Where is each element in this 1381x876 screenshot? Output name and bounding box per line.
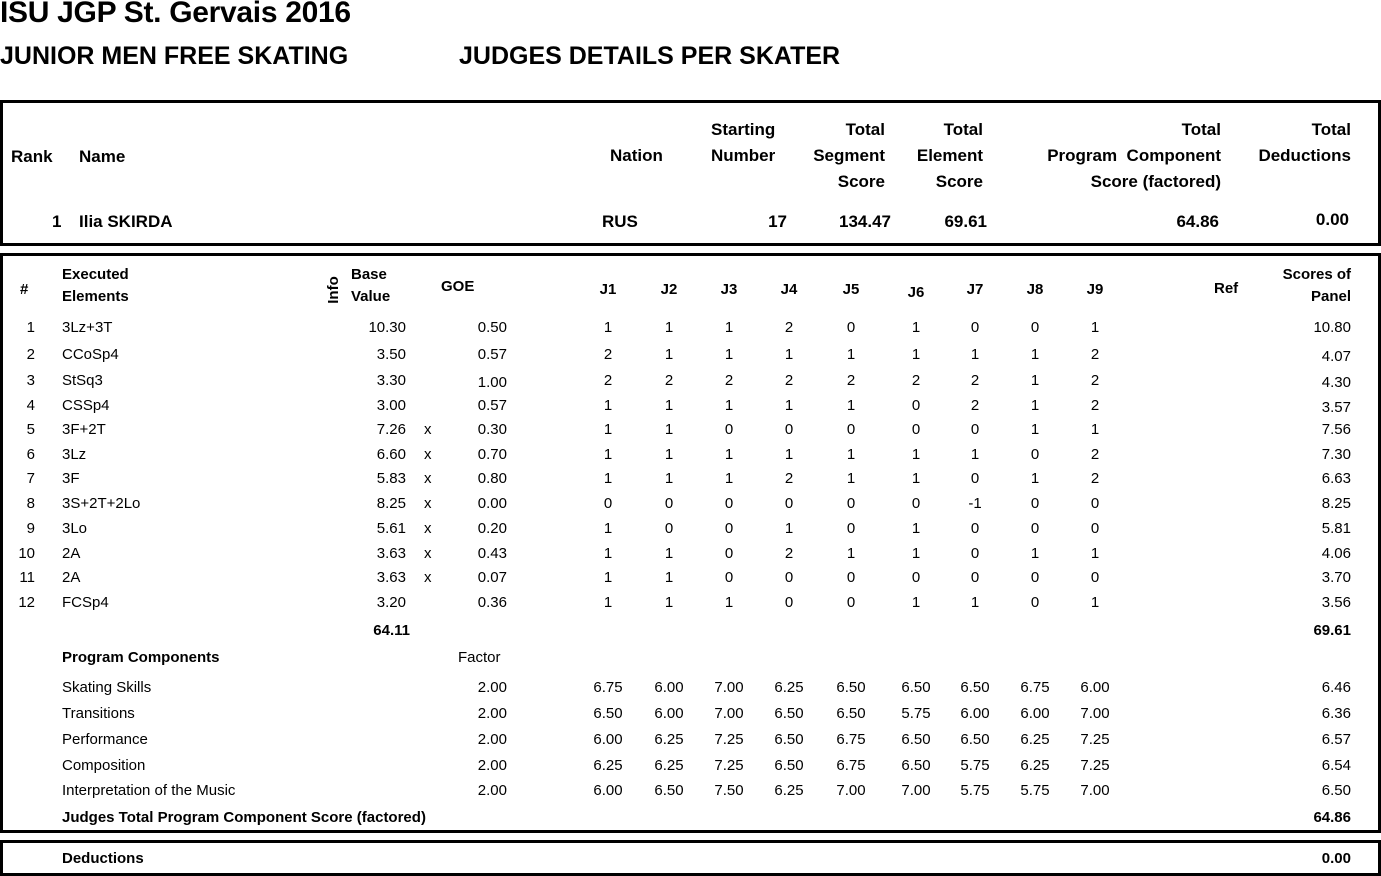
component-panel-score: 6.50 [1321, 782, 1351, 799]
component-panel-score: 6.54 [1321, 757, 1351, 774]
tes-header-line2: Element [916, 146, 983, 165]
element-name: 3S+2T+2Lo [62, 495, 141, 512]
element-number: 2 [26, 346, 35, 363]
judge-score-j4: 0 [784, 495, 794, 512]
base-value-header [351, 264, 390, 308]
element-goe: 0.50 [477, 319, 507, 336]
judge-score-j7: 0 [970, 545, 980, 562]
component-judge-j4: 6.50 [774, 731, 804, 748]
element-panel-score: 3.70 [1321, 569, 1351, 586]
judge-score-j5: 1 [846, 470, 856, 487]
judge-header-2: J2 [660, 281, 678, 298]
judge-score-j2: 2 [664, 372, 674, 389]
judge-score-j1: 1 [603, 319, 613, 336]
element-name: 3F+2T [62, 421, 106, 438]
judge-score-j8: 0 [1030, 319, 1040, 336]
component-judge-j1: 6.75 [593, 679, 623, 696]
judge-score-j3: 1 [724, 319, 734, 336]
base-header-line2: Value [351, 288, 391, 305]
element-name: 2A [62, 545, 81, 562]
component-factor: 2.00 [477, 705, 507, 722]
element-panel-score: 3.56 [1321, 594, 1351, 611]
element-name: CCoSp4 [62, 346, 119, 363]
judge-score-j7: 0 [970, 421, 980, 438]
element-number-header: # [20, 281, 29, 298]
component-judge-j1: 6.25 [593, 757, 623, 774]
component-judge-j9: 7.25 [1080, 731, 1110, 748]
tss-header [795, 117, 885, 195]
judge-score-j6: 0 [911, 569, 921, 586]
deductions-header [1230, 117, 1351, 169]
element-number: 8 [26, 495, 35, 512]
element-name: 3Lo [62, 520, 88, 537]
goe-header: GOE [441, 278, 475, 295]
pcs-header-line1: Total [1181, 120, 1221, 139]
component-judge-j5: 6.50 [836, 705, 866, 722]
judge-score-j3: 0 [724, 421, 734, 438]
component-judge-j4: 6.25 [774, 782, 804, 799]
judge-score-j5: 0 [846, 319, 856, 336]
element-base-value: 8.25 [376, 495, 406, 512]
component-judge-j9: 7.00 [1080, 782, 1110, 799]
judge-score-j6: 1 [911, 520, 921, 537]
component-judge-j2: 6.25 [654, 731, 684, 748]
component-panel-score: 6.57 [1321, 731, 1351, 748]
element-info-flag: x [424, 520, 432, 537]
judge-score-j3: 1 [724, 594, 734, 611]
judge-score-j2: 1 [664, 319, 674, 336]
component-judge-j8: 6.75 [1020, 679, 1050, 696]
element-panel-score: 3.57 [1321, 399, 1351, 416]
element-goe: 1.00 [477, 374, 507, 391]
pcs-total-label: Judges Total Program Component Score (factored) [62, 809, 426, 826]
pcs-header [1000, 117, 1221, 195]
component-judge-j2: 6.50 [654, 782, 684, 799]
component-judge-j4: 6.50 [774, 705, 804, 722]
component-factor: 2.00 [477, 731, 507, 748]
element-number: 11 [19, 569, 35, 586]
judge-score-j7: 0 [970, 520, 980, 537]
executed-header-line2: Elements [62, 288, 129, 305]
judge-score-j4: 2 [784, 319, 794, 336]
judge-score-j6: 0 [911, 495, 921, 512]
judge-score-j3: 2 [724, 372, 734, 389]
component-judge-j3: 7.00 [714, 679, 744, 696]
name-header: Name [79, 147, 126, 166]
component-judge-j7: 6.00 [960, 705, 990, 722]
element-panel-score: 8.25 [1321, 495, 1351, 512]
pcs-header-line2: Program Component [1047, 146, 1221, 165]
component-judge-j1: 6.00 [593, 782, 623, 799]
judge-score-j7: 0 [970, 319, 980, 336]
judge-header-8: J8 [1026, 281, 1044, 298]
judge-score-j6: 1 [911, 594, 921, 611]
element-name: FCSp4 [62, 594, 109, 611]
judge-score-j9: 1 [1090, 594, 1100, 611]
element-base-value: 3.30 [376, 372, 406, 389]
component-judge-j1: 6.50 [593, 705, 623, 722]
component-judge-j3: 7.25 [714, 757, 744, 774]
component-judge-j6: 6.50 [901, 731, 931, 748]
base-header-line1: Base [351, 266, 387, 283]
executed-elements-header [62, 264, 129, 308]
judge-header-3: J3 [720, 281, 738, 298]
judge-score-j3: 1 [724, 397, 734, 414]
judge-score-j3: 0 [724, 545, 734, 562]
deductions-label: Deductions [62, 850, 144, 867]
judge-score-j6: 1 [911, 470, 921, 487]
element-base-value: 5.61 [376, 520, 406, 537]
judge-score-j1: 1 [603, 446, 613, 463]
judge-score-j2: 1 [664, 594, 674, 611]
element-panel-score: 10.80 [1313, 319, 1351, 336]
deductions-header-line1: Total [1311, 120, 1351, 139]
component-judge-j8: 6.25 [1020, 757, 1050, 774]
report-title: JUDGES DETAILS PER SKATER [459, 42, 841, 70]
judge-score-j4: 0 [784, 421, 794, 438]
tss-header-line1: Total [845, 120, 885, 139]
tss-header-line2: Segment [813, 146, 885, 165]
judge-score-j1: 2 [603, 346, 613, 363]
component-name: Performance [62, 731, 148, 748]
element-base-value: 10.30 [368, 319, 406, 336]
element-panel-score: 6.63 [1321, 470, 1351, 487]
judge-score-j4: 0 [784, 569, 794, 586]
judge-score-j9: 1 [1090, 545, 1100, 562]
judge-score-j9: 2 [1090, 397, 1100, 414]
component-factor: 2.00 [477, 679, 507, 696]
element-goe: 0.20 [477, 520, 507, 537]
element-number: 10 [18, 545, 35, 562]
judge-score-j5: 0 [846, 520, 856, 537]
judge-score-j3: 0 [724, 569, 734, 586]
element-goe: 0.00 [477, 495, 507, 512]
judge-header-9: J9 [1086, 281, 1104, 298]
deductions-total: 0.00 [1321, 850, 1351, 867]
element-panel-score: 5.81 [1321, 520, 1351, 537]
judge-header-1: J1 [599, 281, 617, 298]
judge-score-j9: 0 [1090, 495, 1100, 512]
element-number: 7 [26, 470, 35, 487]
judge-score-j9: 2 [1090, 372, 1100, 389]
element-name: CSSp4 [62, 397, 110, 414]
judge-score-j7: 0 [970, 569, 980, 586]
element-base-value: 7.26 [376, 421, 406, 438]
component-judge-j7: 6.50 [960, 731, 990, 748]
judge-score-j3: 0 [724, 495, 734, 512]
judge-score-j3: 1 [724, 346, 734, 363]
starting-number-header [711, 117, 775, 169]
deductions-box [0, 840, 1381, 876]
rank-header: Rank [11, 147, 53, 166]
judge-score-j8: 0 [1030, 520, 1040, 537]
ref-header: Ref [1214, 280, 1239, 297]
judge-score-j5: 2 [846, 372, 856, 389]
program-components-label: Program Components [62, 649, 220, 666]
judge-score-j9: 2 [1090, 346, 1100, 363]
judge-score-j8: 0 [1030, 495, 1040, 512]
judge-score-j1: 1 [603, 397, 613, 414]
tss-header-line3: Score [837, 172, 885, 191]
component-judge-j3: 7.00 [714, 705, 744, 722]
judge-score-j8: 1 [1030, 545, 1040, 562]
sop-header-line2: Panel [1310, 288, 1351, 305]
skater-tss: 134.47 [839, 212, 891, 231]
component-judge-j8: 6.00 [1020, 705, 1050, 722]
element-goe: 0.30 [477, 421, 507, 438]
skater-tes: 69.61 [944, 212, 987, 231]
judge-score-j2: 0 [664, 520, 674, 537]
element-panel-score: 7.56 [1321, 421, 1351, 438]
tes-total: 69.61 [1313, 622, 1351, 639]
tes-header-line1: Total [943, 120, 983, 139]
component-judge-j9: 6.00 [1080, 679, 1110, 696]
judge-score-j6: 0 [911, 421, 921, 438]
judge-score-j1: 1 [603, 470, 613, 487]
element-number: 1 [26, 319, 35, 336]
element-number: 4 [26, 397, 35, 414]
info-header: Info [325, 276, 342, 304]
judge-score-j7: 1 [970, 346, 980, 363]
judge-score-j2: 0 [664, 495, 674, 512]
component-judge-j7: 6.50 [960, 679, 990, 696]
judge-score-j7: 0 [970, 470, 980, 487]
judge-score-j1: 2 [603, 372, 613, 389]
judge-header-6: J6 [907, 284, 925, 301]
skater-nation: RUS [602, 212, 638, 231]
deductions-header-line2: Deductions [1258, 146, 1351, 165]
judge-score-j4: 2 [784, 372, 794, 389]
judge-score-j5: 1 [846, 397, 856, 414]
judge-score-j2: 1 [664, 569, 674, 586]
judge-header-5: J5 [842, 281, 860, 298]
judge-score-j9: 2 [1090, 446, 1100, 463]
element-info-flag: x [424, 545, 432, 562]
element-number: 3 [26, 372, 35, 389]
base-value-total: 64.11 [373, 622, 410, 639]
judge-score-j9: 1 [1090, 319, 1100, 336]
component-judge-j6: 5.75 [901, 705, 931, 722]
component-judge-j4: 6.50 [774, 757, 804, 774]
judge-score-j9: 2 [1090, 470, 1100, 487]
judge-score-j4: 1 [784, 397, 794, 414]
judge-score-j5: 0 [846, 421, 856, 438]
judge-score-j9: 0 [1090, 569, 1100, 586]
judge-score-j7: 1 [970, 594, 980, 611]
element-name: StSq3 [62, 372, 103, 389]
judge-score-j2: 1 [664, 446, 674, 463]
judge-score-j9: 0 [1090, 520, 1100, 537]
element-goe: 0.80 [477, 470, 507, 487]
judge-score-j1: 0 [603, 495, 613, 512]
judge-score-j1: 1 [603, 545, 613, 562]
judge-score-j4: 1 [784, 446, 794, 463]
judge-score-j6: 0 [911, 397, 921, 414]
element-base-value: 3.50 [376, 346, 406, 363]
judge-score-j2: 1 [664, 421, 674, 438]
component-factor: 2.00 [477, 757, 507, 774]
component-factor: 2.00 [477, 782, 507, 799]
element-number: 5 [26, 421, 35, 438]
component-judge-j6: 6.50 [901, 679, 931, 696]
component-name: Skating Skills [62, 679, 152, 696]
element-info-flag: x [424, 470, 432, 487]
component-judge-j3: 7.25 [714, 731, 744, 748]
judge-header-4: J4 [780, 281, 798, 298]
judge-score-j5: 0 [846, 594, 856, 611]
judge-score-j3: 1 [724, 446, 734, 463]
judge-score-j6: 1 [911, 319, 921, 336]
element-panel-score: 4.06 [1321, 545, 1351, 562]
starting-header-line1: Starting [711, 120, 776, 139]
judge-score-j8: 0 [1030, 446, 1040, 463]
judge-header-7: J7 [966, 281, 984, 298]
component-name: Transitions [62, 705, 135, 722]
element-goe: 0.43 [477, 545, 507, 562]
component-name: Composition [62, 757, 146, 774]
element-number: 6 [26, 446, 35, 463]
judge-score-j6: 1 [911, 545, 921, 562]
component-panel-score: 6.36 [1321, 705, 1351, 722]
pcs-total: 64.86 [1313, 809, 1351, 826]
element-info-flag: x [424, 569, 432, 586]
judge-score-j9: 1 [1090, 421, 1100, 438]
component-judge-j5: 7.00 [836, 782, 866, 799]
component-judge-j3: 7.50 [714, 782, 744, 799]
judge-score-j8: 1 [1030, 346, 1040, 363]
element-goe: 0.07 [477, 569, 507, 586]
judge-score-j2: 1 [664, 545, 674, 562]
element-base-value: 5.83 [376, 470, 406, 487]
judge-score-j4: 1 [784, 346, 794, 363]
tes-header-line3: Score [935, 172, 983, 191]
element-number: 9 [26, 520, 35, 537]
factor-label: Factor [458, 649, 501, 666]
judge-score-j8: 1 [1030, 397, 1040, 414]
element-name: 3Lz [62, 446, 87, 463]
element-info-flag: x [424, 446, 432, 463]
component-judge-j5: 6.50 [836, 679, 866, 696]
judge-score-j1: 1 [603, 569, 613, 586]
judge-score-j1: 1 [603, 520, 613, 537]
component-judge-j9: 7.25 [1080, 757, 1110, 774]
judge-score-j5: 1 [846, 346, 856, 363]
judge-score-j5: 0 [846, 495, 856, 512]
component-judge-j6: 7.00 [901, 782, 931, 799]
judge-score-j8: 0 [1030, 594, 1040, 611]
judge-score-j6: 2 [911, 372, 921, 389]
element-goe: 0.57 [477, 397, 507, 414]
element-base-value: 6.60 [376, 446, 406, 463]
judge-score-j8: 1 [1030, 470, 1040, 487]
judge-score-j7: -1 [968, 495, 982, 512]
component-judge-j2: 6.25 [654, 757, 684, 774]
judge-score-j4: 2 [784, 470, 794, 487]
component-judge-j6: 6.50 [901, 757, 931, 774]
element-info-flag: x [424, 421, 432, 438]
judge-score-j2: 1 [664, 470, 674, 487]
element-base-value: 3.63 [376, 545, 406, 562]
skater-name: Ilia SKIRDA [79, 212, 173, 231]
nation-header: Nation [610, 146, 663, 165]
element-goe: 0.57 [477, 346, 507, 363]
component-judge-j2: 6.00 [654, 705, 684, 722]
component-judge-j2: 6.00 [654, 679, 684, 696]
skater-deductions: 0.00 [1315, 210, 1349, 229]
event-title: ISU JGP St. Gervais 2016 [0, 0, 351, 29]
element-panel-score: 4.07 [1321, 348, 1351, 365]
judge-score-j6: 1 [911, 446, 921, 463]
element-goe: 0.70 [477, 446, 507, 463]
judge-score-j3: 1 [724, 470, 734, 487]
element-number: 12 [18, 594, 35, 611]
element-name: 3F [62, 470, 80, 487]
skater-start-number: 17 [768, 212, 787, 231]
judge-score-j6: 1 [911, 346, 921, 363]
component-judge-j1: 6.00 [593, 731, 623, 748]
starting-header-line2: Number [711, 146, 776, 165]
component-judge-j7: 5.75 [960, 757, 990, 774]
judge-score-j4: 1 [784, 520, 794, 537]
judge-score-j7: 2 [970, 372, 980, 389]
component-panel-score: 6.46 [1321, 679, 1351, 696]
judge-score-j5: 0 [846, 569, 856, 586]
component-judge-j9: 7.00 [1080, 705, 1110, 722]
pcs-header-line3: Score (factored) [1090, 172, 1221, 191]
judge-score-j8: 0 [1030, 569, 1040, 586]
element-goe: 0.36 [477, 594, 507, 611]
tes-header [893, 117, 983, 195]
executed-header-line1: Executed [62, 266, 129, 283]
element-name: 2A [62, 569, 81, 586]
judge-score-j3: 0 [724, 520, 734, 537]
segment-title: JUNIOR MEN FREE SKATING [0, 42, 349, 70]
judge-score-j8: 1 [1030, 421, 1040, 438]
element-panel-score: 4.30 [1321, 374, 1351, 391]
element-base-value: 3.20 [376, 594, 406, 611]
judge-score-j2: 1 [664, 346, 674, 363]
judge-score-j7: 2 [970, 397, 980, 414]
judge-score-j5: 1 [846, 446, 856, 463]
scores-of-panel-header [1250, 264, 1351, 308]
judge-score-j1: 1 [603, 594, 613, 611]
component-judge-j4: 6.25 [774, 679, 804, 696]
element-base-value: 3.63 [376, 569, 406, 586]
component-judge-j8: 5.75 [1020, 782, 1050, 799]
judge-score-j4: 2 [784, 545, 794, 562]
element-panel-score: 7.30 [1321, 446, 1351, 463]
judge-score-j1: 1 [603, 421, 613, 438]
judge-score-j4: 0 [784, 594, 794, 611]
judge-score-j8: 1 [1030, 372, 1040, 389]
component-judge-j7: 5.75 [960, 782, 990, 799]
skater-pcs: 64.86 [1176, 212, 1219, 231]
element-base-value: 3.00 [376, 397, 406, 414]
component-judge-j5: 6.75 [836, 731, 866, 748]
component-name: Interpretation of the Music [62, 782, 236, 799]
element-name: 3Lz+3T [62, 319, 113, 336]
judge-score-j7: 1 [970, 446, 980, 463]
judge-score-j5: 1 [846, 545, 856, 562]
sop-header-line1: Scores of [1282, 266, 1351, 283]
component-judge-j8: 6.25 [1020, 731, 1050, 748]
component-judge-j5: 6.75 [836, 757, 866, 774]
skater-rank: 1 [52, 212, 62, 231]
element-info-flag: x [424, 495, 432, 512]
judge-score-j2: 1 [664, 397, 674, 414]
